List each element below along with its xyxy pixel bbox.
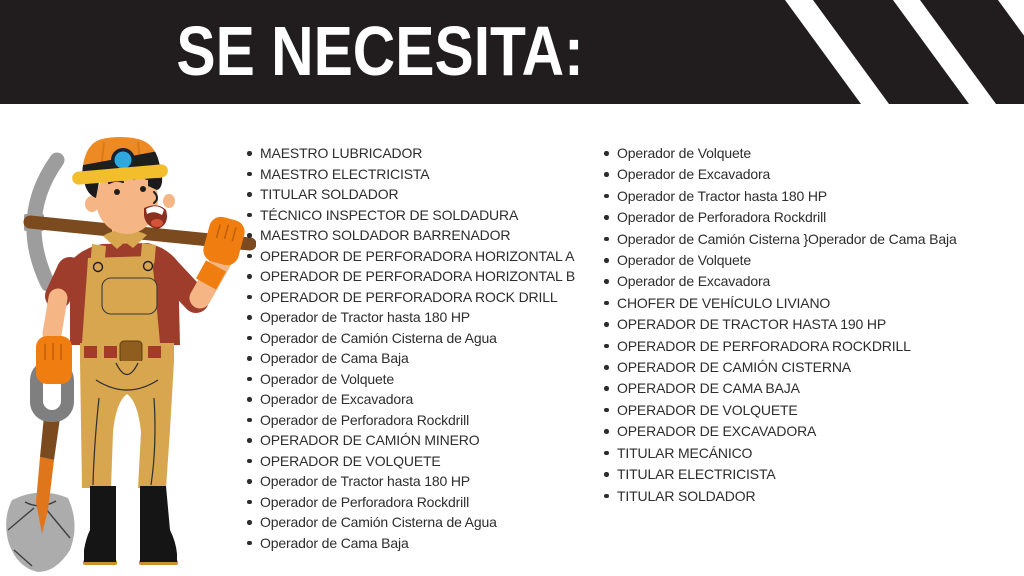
job-item: Operador de Volquete — [601, 143, 957, 164]
job-item: OPERADOR DE TRACTOR HASTA 190 HP — [601, 314, 957, 335]
job-item: OPERADOR DE PERFORADORA HORIZONTAL A — [244, 246, 575, 267]
job-item: Operador de Camión Cisterna }Operador de Cama Baja — [601, 229, 957, 250]
job-item: Operador de Perforadora Rockdrill — [244, 492, 575, 513]
job-item: Operador de Volquete — [244, 369, 575, 390]
job-item: Operador de Camión Cisterna de Agua — [244, 512, 575, 533]
job-item: Operador de Volquete — [601, 250, 957, 271]
job-item: Operador de Excavadora — [601, 271, 957, 292]
miner-right-arm — [166, 256, 224, 300]
job-item: OPERADOR DE CAMA BAJA — [601, 378, 957, 399]
job-item: TITULAR MECÁNICO — [601, 443, 957, 464]
job-item: OPERADOR DE CAMIÓN CISTERNA — [601, 357, 957, 378]
job-item: CHOFER DE VEHÍCULO LIVIANO — [601, 293, 957, 314]
job-item: Operador de Perforadora Rockdrill — [244, 410, 575, 431]
miner-boots — [83, 486, 178, 565]
shovel-icon — [6, 360, 74, 572]
job-item: Operador de Tractor hasta 180 HP — [244, 471, 575, 492]
job-item: TITULAR SOLDADOR — [601, 486, 957, 507]
job-item: MAESTRO SOLDADOR BARRENADOR — [244, 225, 575, 246]
job-list-right — [601, 143, 957, 507]
job-item: Operador de Excavadora — [601, 164, 957, 185]
job-item: Operador de Excavadora — [244, 389, 575, 410]
job-item: TITULAR ELECTRICISTA — [601, 464, 957, 485]
job-list-left — [244, 143, 575, 553]
job-item: Operador de Cama Baja — [244, 348, 575, 369]
job-item: OPERADOR DE PERFORADORA ROCK DRILL — [244, 287, 575, 308]
job-item: OPERADOR DE EXCAVADORA — [601, 421, 957, 442]
right-glove — [201, 214, 248, 268]
left-glove — [36, 336, 72, 384]
job-item: OPERADOR DE CAMIÓN MINERO — [244, 430, 575, 451]
job-item: TITULAR SOLDADOR — [244, 184, 575, 205]
miner-illustration — [0, 130, 256, 576]
job-item: TÉCNICO INSPECTOR DE SOLDADURA — [244, 205, 575, 226]
job-item: Operador de Cama Baja — [244, 533, 575, 554]
job-item: Operador de Camión Cisterna de Agua — [244, 328, 575, 349]
job-item: MAESTRO LUBRICADOR — [244, 143, 575, 164]
job-item: Operador de Perforadora Rockdrill — [601, 207, 957, 228]
job-item: Operador de Tractor hasta 180 HP — [244, 307, 575, 328]
job-item: OPERADOR DE VOLQUETE — [601, 400, 957, 421]
miner-left-arm — [52, 270, 70, 334]
page-title: SE NECESITA: — [176, 12, 584, 90]
job-item: OPERADOR DE PERFORADORA HORIZONTAL B — [244, 266, 575, 287]
miner-overalls — [82, 243, 160, 343]
job-item: MAESTRO ELECTRICISTA — [244, 164, 575, 185]
job-item: Operador de Tractor hasta 180 HP — [601, 186, 957, 207]
job-item: OPERADOR DE PERFORADORA ROCKDRILL — [601, 336, 957, 357]
job-item: OPERADOR DE VOLQUETE — [244, 451, 575, 472]
miner-pants — [80, 361, 174, 488]
